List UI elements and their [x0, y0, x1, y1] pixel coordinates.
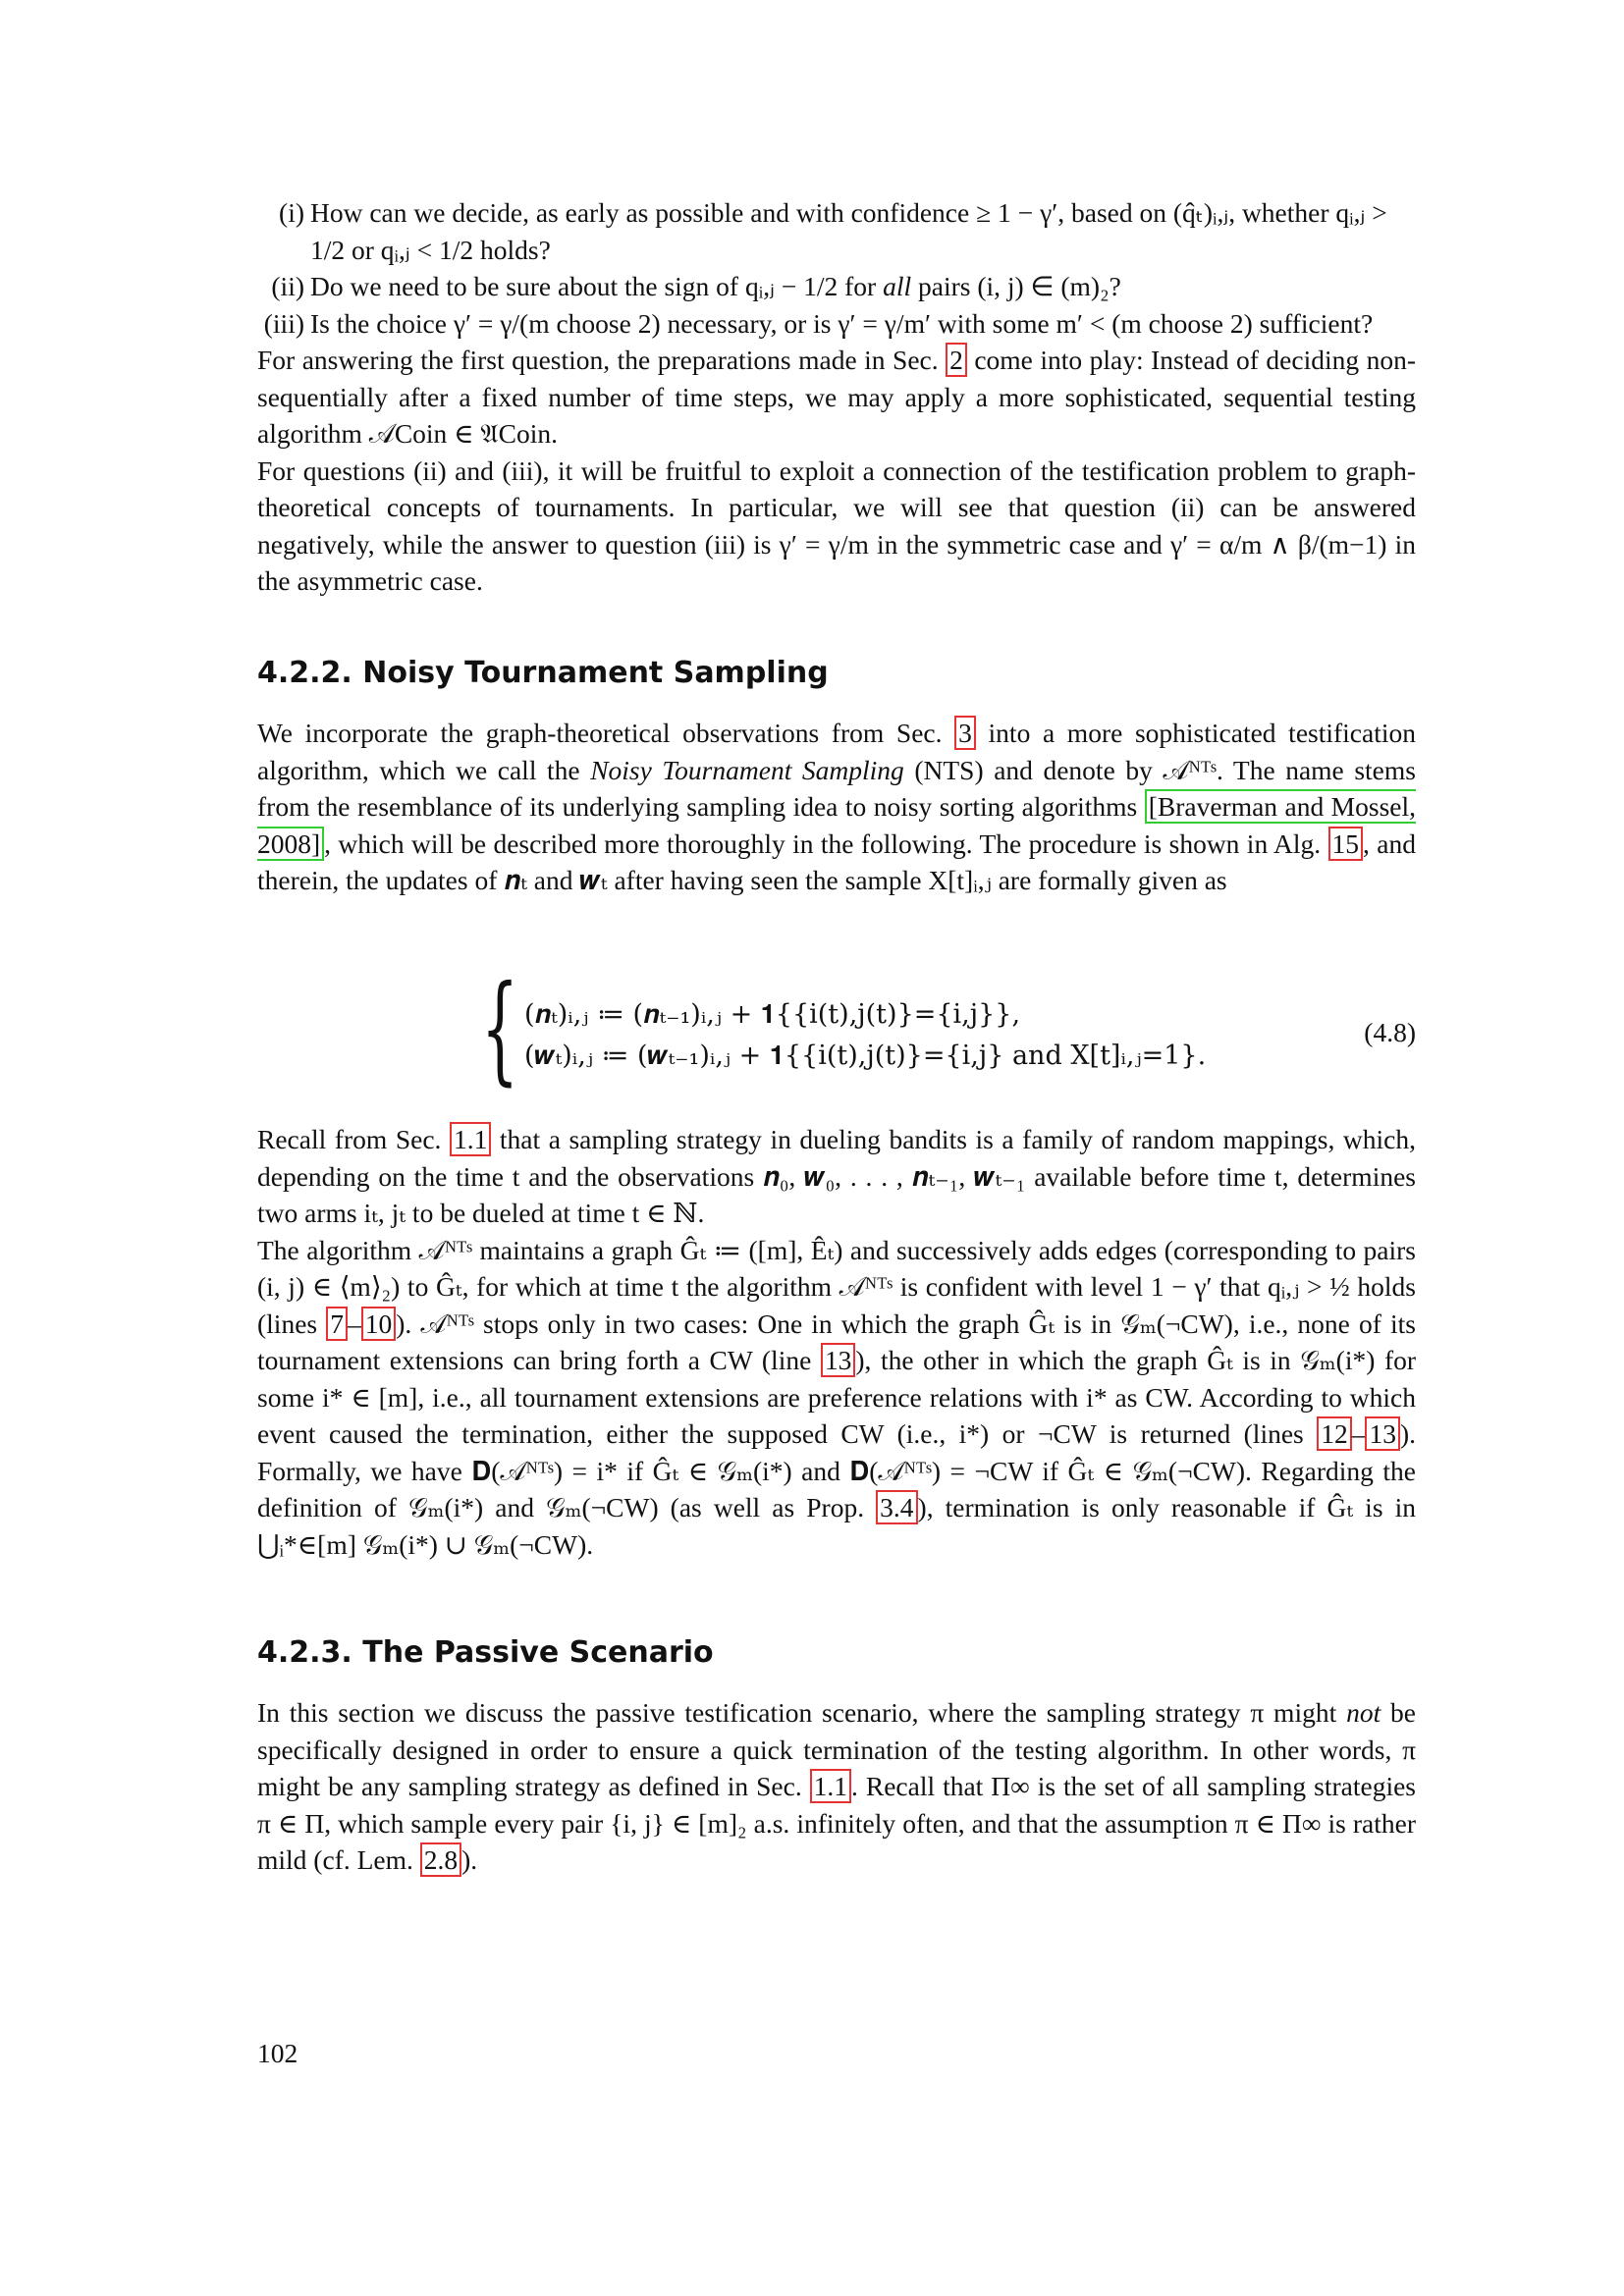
text-run: We incorporate the graph-theoretical observations from Sec.	[257, 718, 955, 748]
text-run: ). 𝒜ᴺᵀˢ stops only in two cases: One in which the graph Ĝₜ is in 𝒢ₘ(¬CW), i.e., none of its tournament extensions can bring forth a CW (line	[257, 1308, 1416, 1375]
body-text-2	[257, 715, 1416, 899]
text-run: be specifically designed in order to ensure a quick termination of the testing algorithm. In other words, π might be any sampling strategy as defined in Sec.	[257, 1697, 1416, 1801]
body-text-1	[257, 342, 1416, 600]
text-run: (NTS) and denote by 𝒜ᴺᵀˢ. The name stems from the resemblance of its underlying sampling idea to noisy sorting algorithms	[257, 754, 1416, 822]
equation-line-2: (𝒘ₜ)ᵢ,ⱼ ≔ (𝒘ₜ₋₁)ᵢ,ⱼ + 𝟏{{i(t),j(t)}={i,j} and X[t]ᵢ,ⱼ=1}.	[524, 1041, 1207, 1071]
text-run: ), the other in which the graph Ĝₜ is in 𝒢ₘ(i*) for some i* ∈ [m], i.e., all tournament extensions are preference relations with i* as CW. According to which event caused the termination, either the supposed CW (i.e., i*) or ¬CW is returned (lines	[257, 1345, 1417, 1449]
section-link[interactable]: 3	[954, 716, 976, 750]
list-number: (iii)	[263, 307, 304, 339]
list-number: (ii)	[271, 271, 304, 301]
section-link[interactable]: 2	[946, 343, 967, 377]
equation-number: (4.8)	[1364, 1017, 1416, 1047]
list-item	[257, 194, 1416, 268]
section-link[interactable]: 1.1	[810, 1769, 851, 1803]
list-text: Is the choice γ′ = γ/(m choose 2) necessary, or is γ′ = γ/m′ with some m′ < (m choose 2) sufficient?	[310, 307, 1374, 339]
text-run: –	[1351, 1418, 1366, 1449]
line-link[interactable]: 13	[821, 1343, 856, 1377]
text-run: that a sampling strategy in dueling bandits is a family of random mappings, which, depending on the time t and the observations 𝒏₀, 𝒘₀, . . . , 𝒏ₜ₋₁, 𝒘ₜ₋₁ available before time t, determines two arms iₜ, jₜ to be dueled at time t ∈ ℕ.	[257, 1124, 1416, 1228]
section-heading: 4.2.3. The Passive Scenario	[257, 1635, 714, 1670]
text-run: ), termination is only reasonable if Ĝₜ is in ⋃ᵢ*∈[m] 𝒢ₘ(i*) ∪ 𝒢ₘ(¬CW).	[257, 1492, 1417, 1560]
list-item	[257, 268, 1416, 305]
section-heading: 4.2.2. Noisy Tournament Sampling	[257, 656, 829, 690]
text-run: into a more sophisticated testification algorithm, which we call the	[257, 718, 1416, 785]
text-run: come into play: Instead of deciding non-sequentially after a fixed number of time steps, we may apply a more sophisticated, sequential testing algorithm 𝒜Coin ∈ 𝔄Coin.	[257, 345, 1416, 449]
line-link[interactable]: 12	[1317, 1416, 1352, 1451]
list-number: (i)	[279, 197, 304, 228]
paragraph	[257, 342, 1416, 453]
paragraph: For questions (ii) and (iii), it will be fruitful to exploit a connection of the testification problem to graph-theoretical concepts of tournaments. In particular, we will see that question (ii) can be answered negatively, while the answer to question (iii) is γ′ = γ/m in the symmetric case and γ′ = α/m ∧ β/(m−1) in the asymmetric case.	[257, 454, 1416, 596]
body-text-4	[257, 1694, 1416, 1879]
lemma-link[interactable]: 2.8	[420, 1842, 461, 1877]
emphasis: all	[883, 271, 912, 301]
body-text-3	[257, 1121, 1416, 1563]
paragraph	[257, 1694, 1416, 1879]
algorithm-link[interactable]: 15	[1328, 827, 1364, 861]
text-run: . Recall that Π∞ is the set of all sampling strategies π ∈ Π, which sample every pair {i, j} ∈ [m]₂ a.s. infinitely often, and that the assumption π ∈ Π∞ is rather mild (cf. Lem.	[257, 1771, 1416, 1875]
emphasis: Noisy Tournament Sampling	[590, 754, 904, 785]
list-item	[257, 305, 1416, 343]
paragraph	[257, 1121, 1416, 1232]
proposition-link[interactable]: 3.4	[876, 1490, 917, 1524]
text-run: , which will be described more thoroughly in the following. The procedure is shown in Alg.	[324, 828, 1328, 859]
emphasis: not	[1346, 1697, 1381, 1728]
text-run: ). Formally, we have 𝐃(𝒜ᴺᵀˢ) = i* if Ĝₜ ∈ 𝒢ₘ(i*) and 𝐃(𝒜ᴺᵀˢ) = ¬CW if Ĝₜ ∈ 𝒢ₘ(¬CW). Regarding the definition of 𝒢ₘ(i*) and 𝒢ₘ(¬CW) (as well as Prop.	[257, 1418, 1416, 1522]
equation-line-1: (𝒏ₜ)ᵢ,ⱼ ≔ (𝒏ₜ₋₁)ᵢ,ⱼ + 𝟏{{i(t),j(t)}={i,j}},	[524, 999, 1021, 1030]
citation-link[interactable]: [Braverman and Mossel, 2008]	[257, 791, 1417, 859]
text-run: , and therein, the updates of 𝒏ₜ and 𝒘ₜ after having seen the sample X[t]ᵢ,ⱼ are formally given as	[257, 828, 1416, 895]
line-link[interactable]: 13	[1365, 1416, 1400, 1451]
list-text: pairs (i, j) ∈ (m)₂?	[911, 271, 1121, 301]
line-link[interactable]: 10	[361, 1307, 397, 1341]
text-run: ).	[461, 1844, 478, 1875]
question-list	[257, 194, 1416, 342]
text-run: –	[347, 1308, 361, 1339]
text-run: In this section we discuss the passive testification scenario, where the sampling strategy π might	[257, 1697, 1347, 1728]
page-number: 102	[257, 2038, 298, 2068]
left-brace: {	[481, 961, 519, 1097]
paragraph	[257, 715, 1416, 899]
paragraph	[257, 1232, 1416, 1564]
section-link[interactable]: 1.1	[450, 1122, 491, 1156]
text-run: The algorithm 𝒜ᴺᵀˢ maintains a graph Ĝₜ ≔ ([m], Êₜ) and successively adds edges (corresponding to pairs (i, j) ∈ ⟨m⟩₂) to Ĝₜ, for which at time t the algorithm 𝒜ᴺᵀˢ is confident with level 1 − γ′ that qᵢ,ⱼ > ½ holds (lines	[257, 1234, 1416, 1339]
line-link[interactable]: 7	[326, 1307, 348, 1341]
text-run: Recall from Sec.	[257, 1124, 450, 1154]
equation-block	[481, 961, 1424, 1097]
text-run: For answering the first question, the preparations made in Sec.	[257, 345, 947, 375]
list-text: How can we decide, as early as possible and with confidence ≥ 1 − γ′, based on (q̂ₜ)ᵢ,ⱼ, whether qᵢ,ⱼ > 1/2 or qᵢ,ⱼ < 1/2 holds?	[310, 197, 1387, 265]
list-text: Do we need to be sure about the sign of qᵢ,ⱼ − 1/2 for	[310, 271, 884, 301]
